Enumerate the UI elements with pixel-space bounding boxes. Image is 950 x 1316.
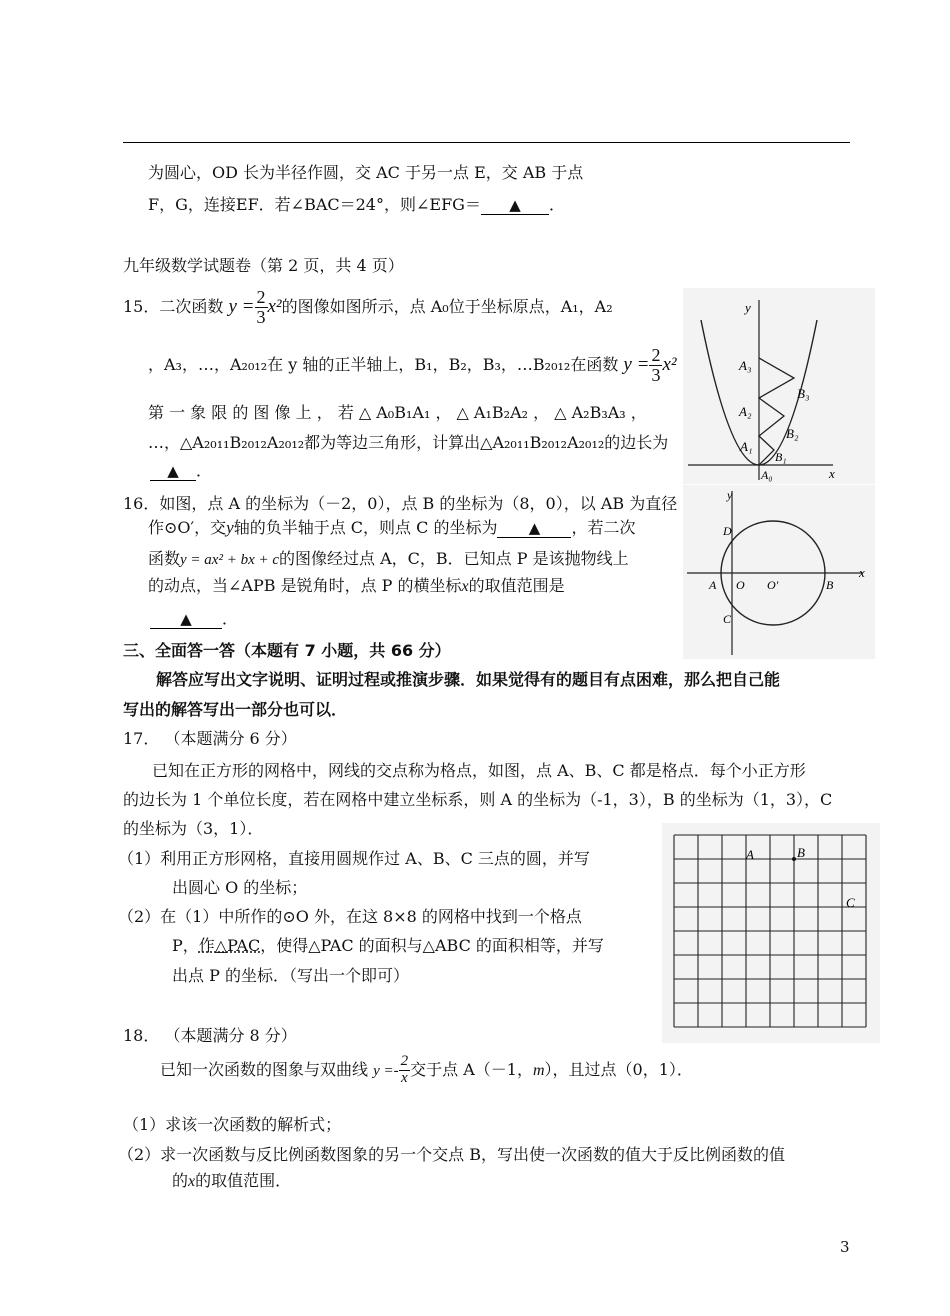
q17-sub1-line2: 出圆心 O 的坐标； [172, 878, 308, 897]
q18-sub1: （1）求该一次函数的解析式； [123, 1115, 342, 1134]
exam-page-header: 九年级数学试题卷（第 2 页，共 4 页） [123, 256, 404, 275]
q18-head: 18． （本题满分 8 分） [123, 1026, 297, 1045]
label-c: C [846, 895, 855, 910]
label-c: C [723, 612, 732, 626]
q16-line1: 16．如图，点 A 的坐标为（－2，0），点 B 的坐标为（8，0），以 AB 为直径 [123, 494, 678, 513]
section3-note-line2: 写出的解答写出一部分也可以． [123, 700, 348, 719]
q17-head: 17． （本题满分 6 分） [123, 729, 297, 748]
q17-sub2-line1: （2）在（1）中所作的⊙O 外，在这 8×8 的网格中找到一个格点 [118, 907, 582, 926]
label-b: B [826, 578, 834, 592]
q14-line1: 为圆心，OD 长为半径作圆，交 AC 于另一点 E，交 AB 于点 [148, 163, 584, 182]
label-o: O [736, 578, 745, 592]
y-axis-label: y [745, 300, 751, 315]
header-rule [123, 142, 850, 143]
q15-line2: ，A₃，…，A₂₀₁₂在 y 轴的正半轴上，B₁，B₂，B₃，…B₂₀₁₂在函数 y = $\frac{2}{3}$ x² [148, 345, 677, 385]
q16-line4: 的动点，当∠APB 是锐角时，点 P 的横坐标x的取值范围是 [148, 576, 565, 595]
q15-line4: …，△A₂₀₁₁B₂₀₁₂A₂₀₁₂都为等边三角形，计算出△A₂₀₁₁B₂₀₁₂A₂₀₁₂的边长为 [148, 433, 669, 452]
x-axis-label: x [859, 565, 865, 580]
q16-circle-figure [683, 485, 875, 659]
q16-line3: 函数y = ax² + bx + c的图像经过点 A，C，B．已知点 P 是该抛物线上 [148, 549, 629, 568]
page-number: 3 [840, 1238, 850, 1256]
label-a0: A₀ [761, 468, 773, 482]
q16-answer-blank-range: ▲ [150, 609, 222, 629]
q18-sub2-line2: 的x的取值范围． [172, 1171, 292, 1190]
q18-fraction: $\frac{2}{x}$ [400, 1053, 409, 1086]
label-d: D [723, 524, 732, 538]
point-b [792, 857, 796, 861]
label-a1: A₁ [740, 439, 753, 454]
q15-answer: ▲ ． [150, 458, 212, 481]
label-a: A [746, 847, 754, 862]
q17-sub2-line2: P，作△PAC，使得△PAC 的面积与△ABC 的面积相等，并写 [172, 936, 604, 955]
q15-answer-blank: ▲ [150, 461, 196, 481]
q17-sub1-line1: （1）利用正方形网格，直接用圆规作过 A、B、C 三点的圆，并写 [118, 849, 590, 868]
y-axis-label: y [727, 488, 733, 502]
section3-note-line1: 解答应写出文字说明、证明过程或推演步骤．如果觉得有的题目有点困难，那么把自己能 [156, 670, 781, 689]
label-b1: B₁ [775, 450, 787, 464]
q17-sub2-line3: 出点 P 的坐标．（写出一个即可） [172, 966, 409, 985]
label-b2: B₂ [786, 426, 799, 441]
label-o-prime: O′ [767, 578, 779, 592]
q18-p1: 已知一次函数的图象与双曲线 y =- $\frac{2}{x}$ 交于点 A（－1，m），且过点（0，1）． [160, 1053, 693, 1086]
label-a: A [709, 578, 717, 592]
q17-p1: 已知在正方形的网格中，网线的交点称为格点，如图，点 A、B、C 都是格点．每个小正方形 [152, 761, 806, 780]
q17-p2: 的边长为 1 个单位长度，若在网格中建立坐标系，则 A 的坐标为（-1，3），B 的坐标为（1，3），C [123, 790, 833, 809]
section3-title: 三、全面答一答（本题有 7 小题，共 66 分） [123, 641, 451, 660]
q17-p3: 的坐标为（3，1）． [123, 819, 264, 838]
x-axis-label: x [829, 466, 835, 481]
q17-grid-figure [662, 823, 880, 1043]
q18-sub2-line1: （2）求一次函数与反比例函数图象的另一个交点 B，写出使一次函数的值大于反比例函数的值 [118, 1145, 786, 1164]
q15-line3: 第 一 象 限 的 图 像 上 ， 若 △ A₀B₁A₁ ， △ A₁B₂A₂ ， △ A₂B₃A₃ ， [148, 403, 647, 422]
label-b3: B₃ [797, 386, 810, 401]
q15-line1: 15．二次函数 y = $\frac{2}{3}$ x²的图像如图所示，点 A₀位于坐标原点，A₁，A₂ [123, 287, 613, 327]
label-a2: A₂ [739, 404, 752, 419]
q16-line2: 作⊙O′，交y轴的负半轴于点 C，则点 C 的坐标为 ▲ ，若二次 [148, 518, 636, 537]
label-a3: A₃ [739, 358, 752, 373]
label-b: B [797, 845, 805, 860]
q15-fraction: $\frac{2}{3}$ [256, 287, 266, 327]
q16-answer-blank-c: ▲ [497, 518, 571, 538]
q15-parabola-figure [683, 288, 875, 484]
q14-line2: F，G，连接EF．若∠BAC＝24°，则∠EFG＝ ▲ ． [148, 195, 565, 214]
q14-answer-blank: ▲ [481, 195, 549, 215]
q16-answer: ▲ ． [150, 606, 238, 629]
